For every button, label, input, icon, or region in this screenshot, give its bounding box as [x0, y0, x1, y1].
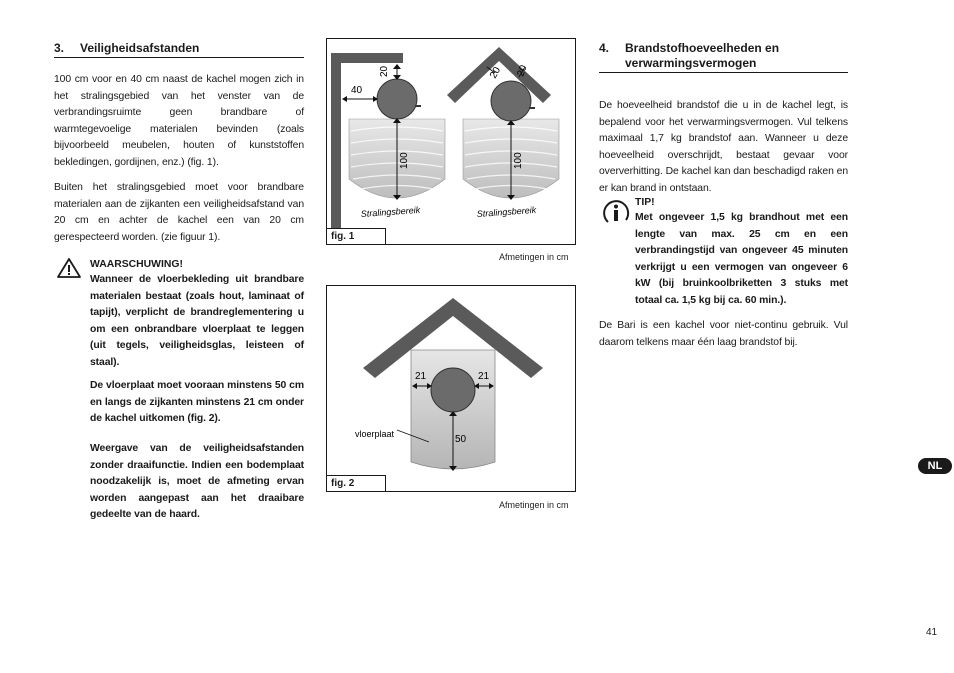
- tip-title: TIP!: [635, 197, 655, 208]
- section-4-heading: [599, 41, 848, 73]
- figure-1-diagram: [327, 39, 575, 244]
- section-number: 3.: [54, 41, 65, 55]
- figure-2: [326, 285, 576, 492]
- fig2-label-left: 21: [415, 371, 427, 382]
- section-title: Veiligheidsafstanden: [80, 41, 200, 55]
- figure-1-tag: fig. 1: [327, 228, 386, 244]
- section-title-line-2: verwarmingsvermogen: [625, 56, 757, 70]
- warning-paragraph-3: Weergave van de veiligheidsafstanden zonder draaifunctie. Indien een bodemplaat noodzakelijk is, moet de afmeting ervan worden aangepast aan het draaibare gedeelte van de haard.: [90, 443, 304, 521]
- fig1-label-back-left: 20: [488, 65, 504, 81]
- section-3-heading: [54, 41, 304, 58]
- figure-1: [326, 38, 576, 245]
- fig2-label-plate: vloerplaat: [355, 429, 395, 439]
- warning-paragraph-1: Wanneer de vloerbekleding uit brandbare materialen bestaat (zoals hout, laminaat of tapijt), verplicht de brandreglementering u om een onbrandbare vloerplaat te leggen (uit tegels, veiligheidsglas, leisteen of staal).: [90, 274, 304, 368]
- info-icon: [602, 198, 630, 226]
- fig2-label-front: 50: [455, 434, 467, 445]
- tip-text: Met ongeveer 1,5 kg brandhout met een lengte van max. 25 cm en een verbrandingstijd van ongeveer 45 minuten verkrijgt u een vermogen van ongeveer 6 kW (bij bruinkoolbriketten 3 stuks met totaal ca. 1,5 kg bij ca. 60 min.).: [635, 212, 848, 306]
- page-number: 41: [926, 627, 938, 638]
- fig1-label-side: 40: [351, 85, 363, 96]
- fig1-label-front-a: 100: [399, 152, 410, 169]
- language-badge: NL: [918, 458, 952, 474]
- section-3-paragraph-1: 100 cm voor en 40 cm naast de kachel mogen zich in het stralingsgebied van het venster van de verbrandingsruimte geen brandbare of warmtegevoelige materialen bevinden (zoals bijvoorbeeld meubelen, houten of kunststoffen bekledingen, gordijnen, enz.) (fig. 1).: [54, 74, 304, 168]
- fig1-label-back: 20: [379, 65, 390, 77]
- figure-2-caption: Afmetingen in cm: [499, 500, 569, 510]
- section-4-paragraph: De hoeveelheid brandstof die u in de kachel legt, is bepalend voor het verwarmingsvermogen. Vul telkens maximaal 1,7 kg brandstof aan. Wanneer u deze hoeveelheid overschrijdt, bestaat gevaar voor oververhitting. De kachel kan dan beschadigd raken en er kan brand in ontstaan.: [599, 100, 848, 194]
- fig1-label-zone-a: Stralingsbereik: [360, 204, 421, 219]
- fig1-label-zone-b: Stralingsbereik: [476, 204, 537, 219]
- warning-title: WAARSCHUWING!: [90, 259, 183, 270]
- figure-2-tag: fig. 2: [327, 475, 386, 491]
- fig1-label-front-b: 100: [513, 152, 524, 169]
- section-3-paragraph-2: Buiten het stralingsgebied moet voor brandbare materialen aan de zijkanten een veiligheidsafstand van 20 cm en achter de kachel een van 20 cm gerespecteerd worden. (zie figuur 1).: [54, 182, 304, 243]
- warning-icon: [56, 257, 82, 279]
- fig1-label-back-right: 20: [515, 63, 530, 79]
- section-number: 4.: [599, 41, 610, 55]
- fig2-label-right: 21: [478, 371, 490, 382]
- warning-paragraph-2: De vloerplaat moet vooraan minstens 50 cm en langs de zijkanten minstens 21 cm onder de kachel uitkomen (fig. 2).: [90, 380, 304, 425]
- figure-2-diagram: [327, 286, 575, 491]
- bari-paragraph: De Bari is een kachel voor niet-continu gebruik. Vul daarom telkens maar één laag brandstof bij.: [599, 320, 848, 348]
- section-title-line-1: Brandstofhoeveelheden en: [625, 41, 780, 55]
- figure-1-caption: Afmetingen in cm: [499, 252, 569, 262]
- section-title: [625, 41, 779, 71]
